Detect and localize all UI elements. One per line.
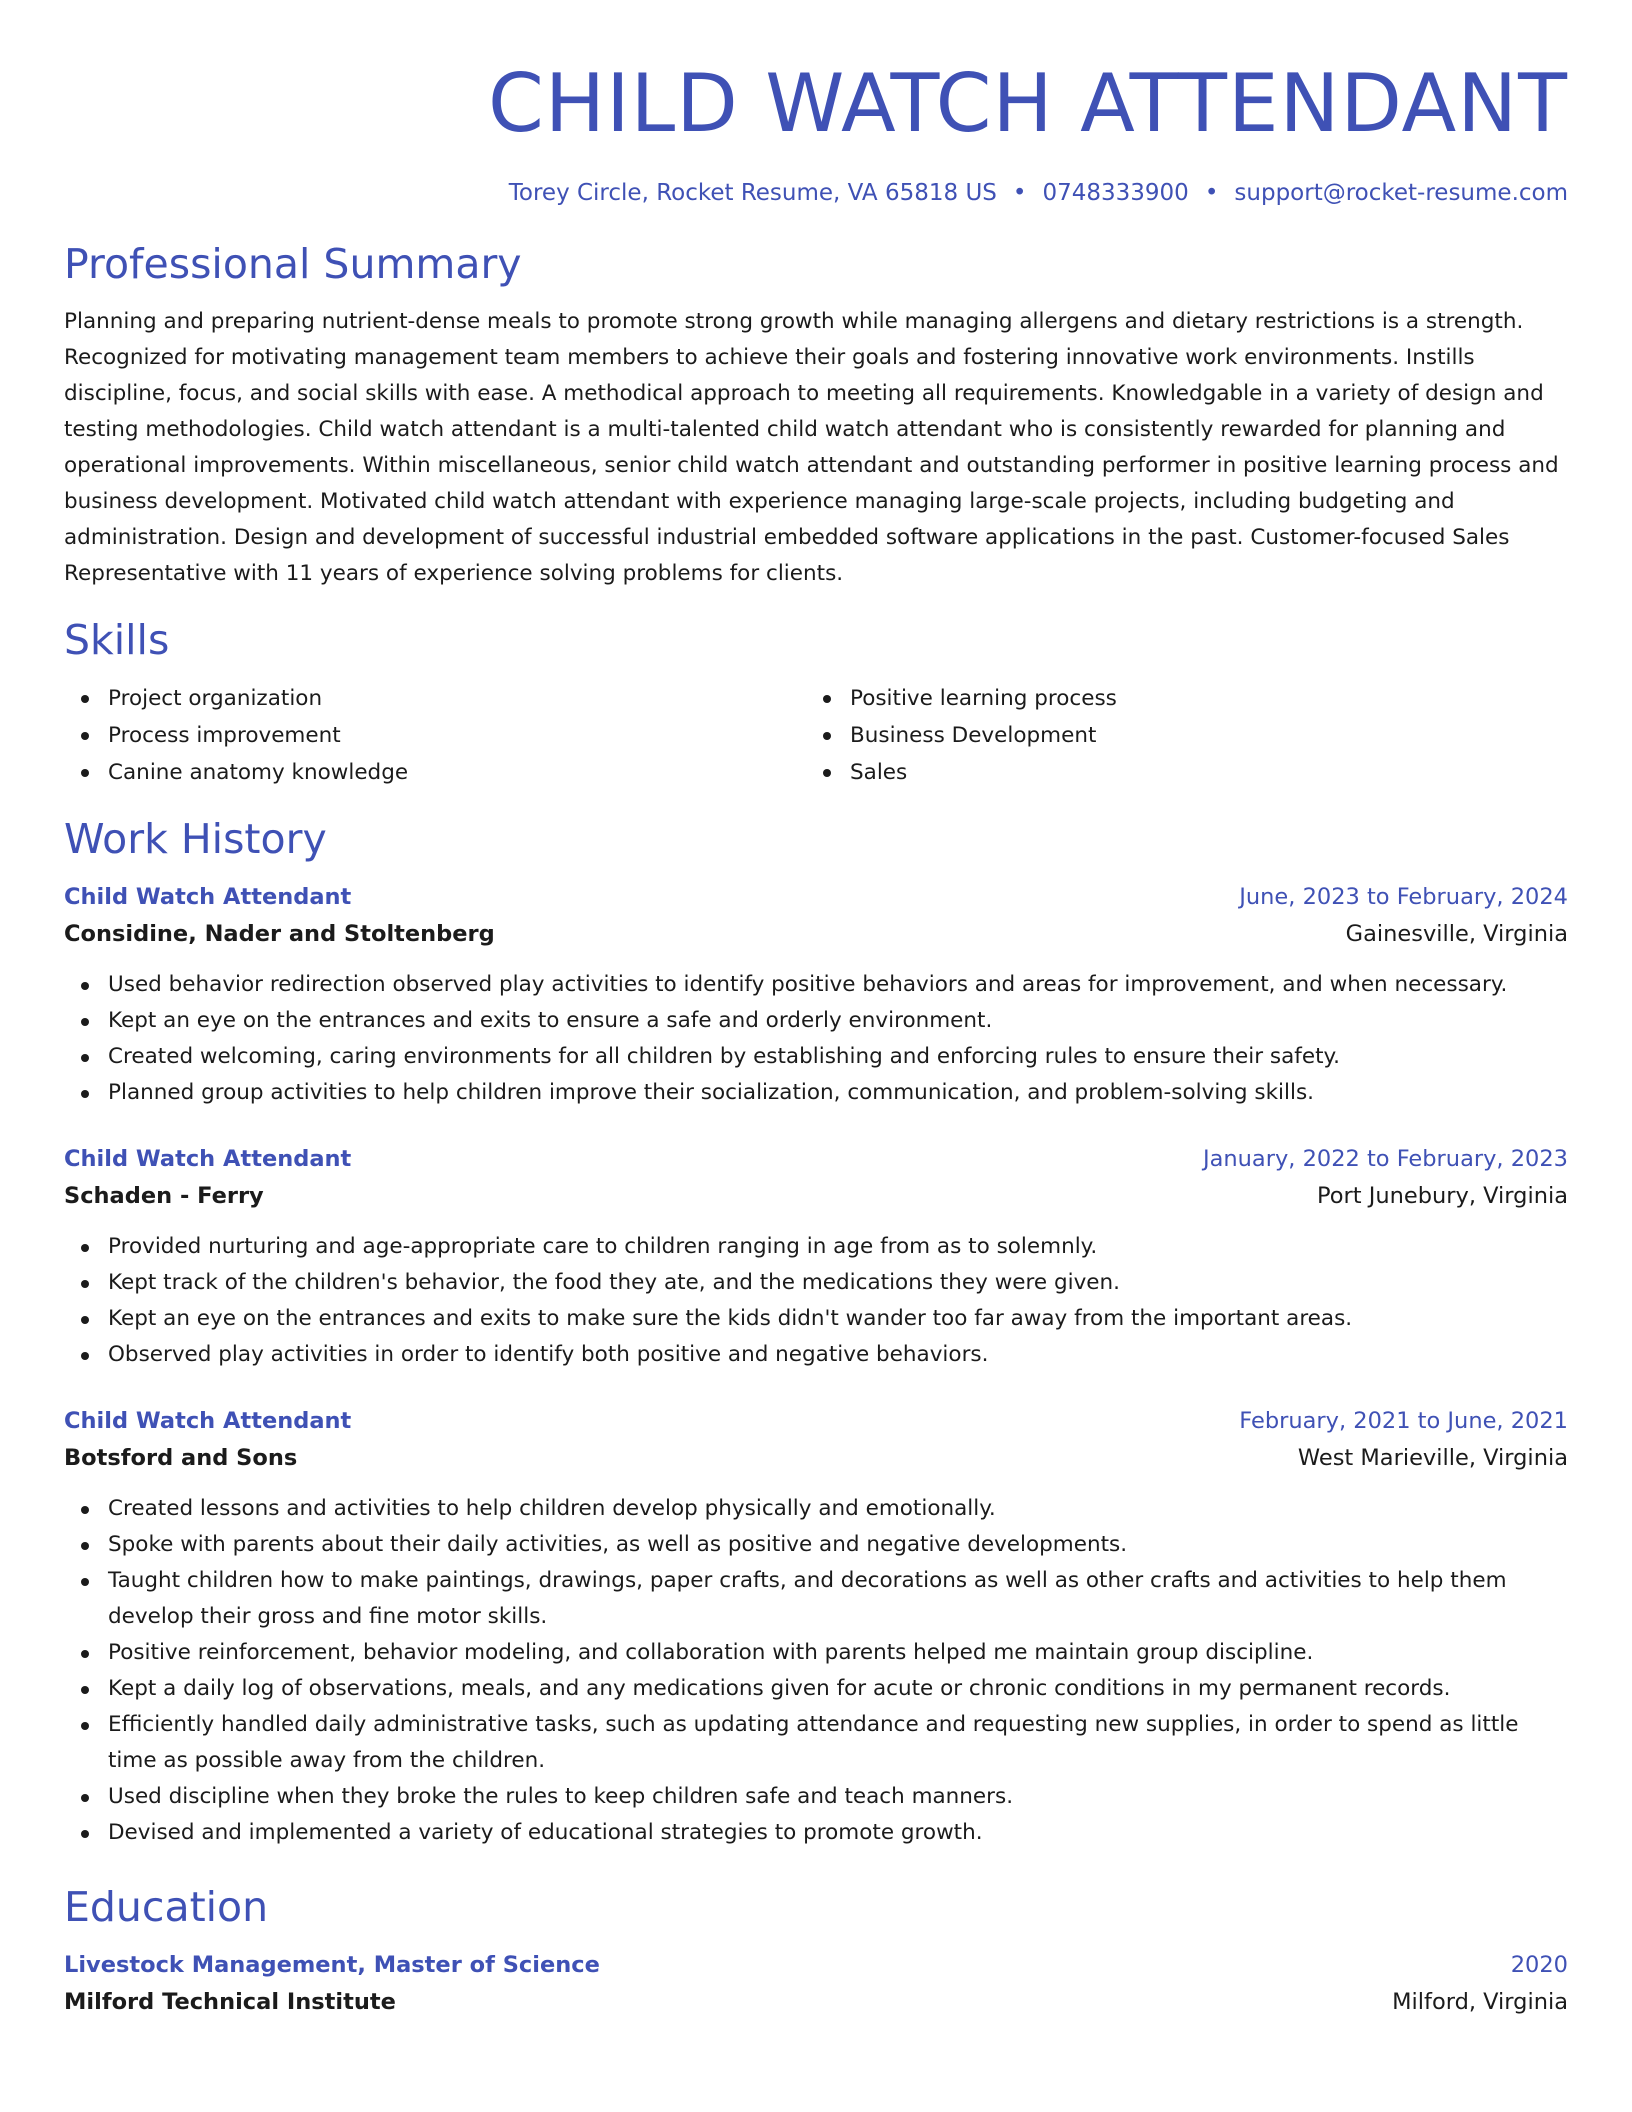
section-title-summary: Professional Summary (64, 240, 522, 288)
separator-dot: • (1204, 180, 1219, 206)
job-company: Botsford and Sons (64, 1445, 298, 1471)
summary-text: Planning and preparing nutrient-dense meals to promote strong growth while managing allergens and dietary restrictions is a strength. Recognized for motivating management team members to achieve their goals and fostering innovative work environments. Instills discipline, focus, and social skills with ease. A methodical approach to meeting all requirements. Knowledgable in a variety of design and testing methodologies. Child watch attendant is a multi-talented child watch attendant who is consistently rewarded for planning and operational improvements. Within miscellaneous, senior child watch attendant and outstanding performer in positive learning process and business development. Motivated child watch attendant with experience managing large-scale projects, including budgeting and administration. Design and development of successful industrial embedded software applications in the past. Customer-focused Sales Representative with 11 years of experience solving problems for clients. (64, 309, 1559, 586)
summary-section (64, 238, 1568, 592)
job-entry (64, 1403, 1568, 1851)
job-dates: January, 2022 to February, 2023 (1202, 1146, 1568, 1172)
job-duty-item: Kept a daily log of observations, meals, and any medications given for acute or chronic conditions in my permanent records. (64, 1671, 1568, 1707)
job-title: Child Watch Attendant (64, 884, 352, 910)
skills-list-right (806, 680, 1568, 791)
school-name: Milford Technical Institute (64, 1989, 396, 2015)
job-location: Port Junebury, Virginia (1316, 1183, 1568, 1209)
skill-item: Project organization (64, 680, 806, 717)
graduation-year: 2020 (1510, 1952, 1568, 1978)
job-duties (64, 1491, 1568, 1851)
skills-section (64, 614, 1568, 791)
job-duty-item: Taught children how to make paintings, drawings, paper crafts, and decorations as well as other crafts and activities to help them develop their gross and fine motor skills. (64, 1563, 1568, 1635)
school-location: Milford, Virginia (1392, 1989, 1568, 2015)
job-duties (64, 967, 1568, 1111)
skill-item: Process improvement (64, 717, 806, 754)
job-duty-item: Created lessons and activities to help children develop physically and emotionally. (64, 1491, 1568, 1527)
job-title: Child Watch Attendant (64, 1408, 352, 1434)
job-header-row (64, 879, 1568, 915)
job-duty-item: Created welcoming, caring environments for all children by establishing and enforcing rules to ensure their safety. (64, 1039, 1568, 1075)
section-title-work-history: Work History (64, 815, 327, 863)
job-duty-item: Positive reinforcement, behavior modeling, and collaboration with parents helped me maintain group discipline. (64, 1635, 1568, 1671)
skill-item: Business Development (806, 717, 1568, 754)
job-header-row (64, 1403, 1568, 1439)
email-link[interactable]: support@rocket-resume.com (1234, 180, 1568, 206)
job-entry (64, 879, 1568, 1111)
address: Torey Circle, Rocket Resume, VA 65818 US (508, 180, 997, 206)
job-duty-item: Observed play activities in order to identify both positive and negative behaviors. (64, 1337, 1568, 1373)
job-dates: February, 2021 to June, 2021 (1239, 1408, 1568, 1434)
job-location: Gainesville, Virginia (1345, 921, 1568, 947)
separator-dot: • (1012, 180, 1027, 206)
job-duty-item: Spoke with parents about their daily activities, as well as positive and negative developments. (64, 1527, 1568, 1563)
job-duty-item: Kept track of the children's behavior, the food they ate, and the medications they were given. (64, 1265, 1568, 1301)
resume-header (64, 56, 1568, 208)
education-header-row (64, 1947, 1568, 1983)
job-duty-item: Used behavior redirection observed play activities to identify positive behaviors and areas for improvement, and when necessary. (64, 967, 1568, 1003)
degree: Livestock Management, Master of Science (64, 1952, 600, 1978)
education-school-row (64, 1983, 1568, 2021)
job-company-row (64, 1439, 1568, 1477)
skill-item: Canine anatomy knowledge (64, 754, 806, 791)
work-history-section (64, 813, 1568, 1851)
job-company: Considine, Nader and Stoltenberg (64, 921, 495, 947)
job-title: Child Watch Attendant (64, 1146, 352, 1172)
education-section (64, 1881, 1568, 2021)
job-dates: June, 2023 to February, 2024 (1239, 884, 1568, 910)
job-company: Schaden - Ferry (64, 1183, 264, 1209)
job-duty-item: Planned group activities to help children improve their socialization, communication, and problem-solving skills. (64, 1075, 1568, 1111)
job-duty-item: Kept an eye on the entrances and exits to make sure the kids didn't wander too far away from the important areas. (64, 1301, 1568, 1337)
section-title-education: Education (64, 1883, 269, 1931)
job-location: West Marieville, Virginia (1297, 1445, 1568, 1471)
job-duty-item: Provided nurturing and age-appropriate care to children ranging in age from as to solemnly. (64, 1229, 1568, 1265)
job-duty-item: Used discipline when they broke the rules to keep children safe and teach manners. (64, 1779, 1568, 1815)
job-company-row (64, 915, 1568, 953)
skills-list-left (64, 680, 806, 791)
skill-item: Sales (806, 754, 1568, 791)
skills-grid (64, 680, 1568, 791)
job-entry (64, 1141, 1568, 1373)
job-duty-item: Devised and implemented a variety of educational strategies to promote growth. (64, 1815, 1568, 1851)
phone: 0748333900 (1042, 180, 1189, 206)
job-duty-item: Efficiently handled daily administrative tasks, such as updating attendance and requesting new supplies, in order to spend as little time as possible away from the children. (64, 1707, 1568, 1779)
candidate-title: CHILD WATCH ATTENDANT (488, 57, 1568, 150)
job-duty-item: Kept an eye on the entrances and exits to ensure a safe and orderly environment. (64, 1003, 1568, 1039)
contact-line (64, 178, 1568, 208)
job-duties (64, 1229, 1568, 1373)
section-title-skills: Skills (64, 616, 170, 664)
job-company-row (64, 1177, 1568, 1215)
job-header-row (64, 1141, 1568, 1177)
skill-item: Positive learning process (806, 680, 1568, 717)
